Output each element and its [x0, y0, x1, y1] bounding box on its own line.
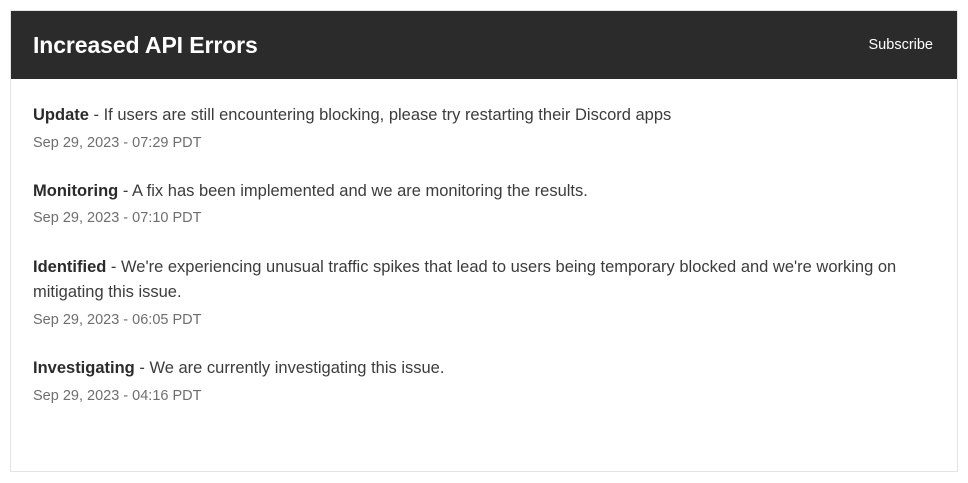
update-text	[33, 179, 923, 205]
update-message: We're experiencing unusual traffic spikes that lead to users being temporary blocked and we're working on mitigating this issue.	[33, 257, 897, 302]
update-separator: -	[134, 359, 150, 378]
update-text	[33, 255, 923, 306]
update-separator: -	[106, 257, 122, 276]
update-separator: -	[88, 106, 104, 124]
incident-card	[10, 10, 958, 472]
update-separator: -	[118, 181, 132, 200]
list-item	[33, 356, 935, 406]
subscribe-button[interactable]: Subscribe	[868, 37, 933, 53]
update-timestamp: Sep 29, 2023 - 04:16 PDT	[33, 387, 202, 404]
update-message: If users are still encountering blocking, please try restarting their Discord apps	[103, 106, 672, 124]
update-text	[33, 103, 923, 129]
update-timestamp: Sep 29, 2023 - 07:29 PDT	[33, 134, 202, 151]
update-message: A fix has been implemented and we are monitoring the results.	[132, 181, 588, 200]
list-item	[33, 179, 935, 229]
list-item	[33, 103, 935, 153]
update-message: We are currently investigating this issue.	[149, 359, 445, 378]
update-status: Investigating	[33, 359, 135, 378]
incident-updates-list	[11, 79, 957, 471]
update-timestamp: Sep 29, 2023 - 07:10 PDT	[33, 210, 202, 227]
update-text	[33, 356, 923, 382]
update-status: Monitoring	[33, 181, 119, 200]
list-item	[33, 255, 935, 330]
incident-header	[11, 11, 957, 79]
page-title: Increased API Errors	[33, 31, 258, 58]
update-status: Update	[33, 106, 89, 124]
update-timestamp: Sep 29, 2023 - 06:05 PDT	[33, 311, 202, 328]
update-status: Identified	[33, 257, 107, 276]
